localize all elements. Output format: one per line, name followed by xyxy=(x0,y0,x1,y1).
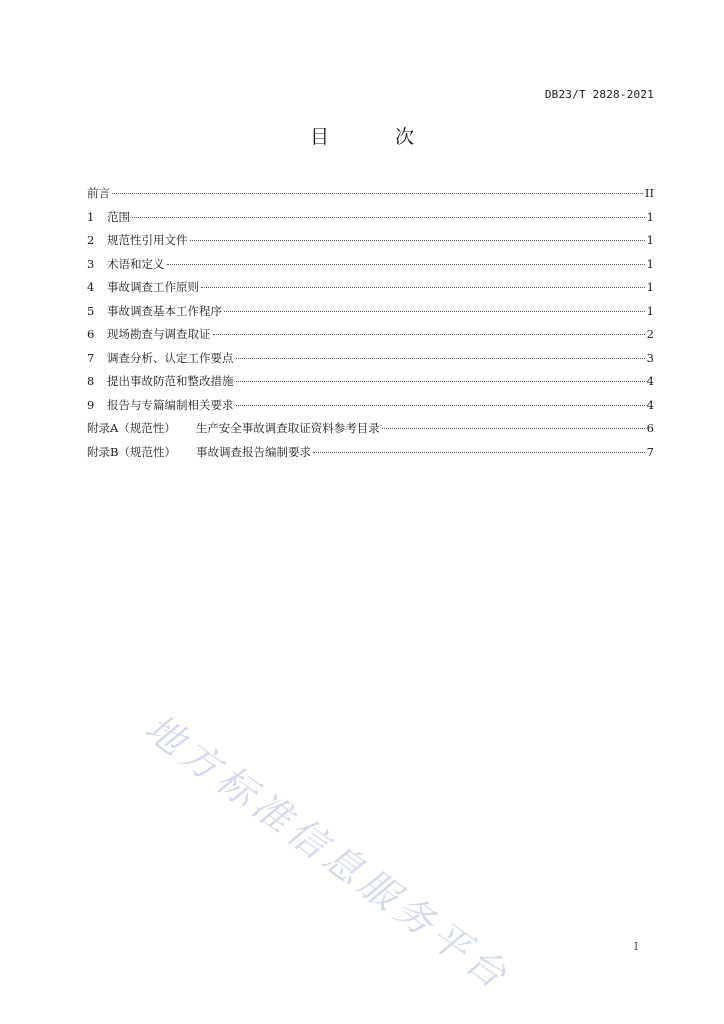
toc-entry-site-survey[interactable] xyxy=(87,326,654,350)
toc-appendix-tag: 附录B（规范性） xyxy=(87,444,176,459)
toc-entry-report-requirements[interactable] xyxy=(87,397,654,421)
toc-entry-label: 事故调查基本工作程序 xyxy=(107,303,222,318)
toc-entry-label: 术语和定义 xyxy=(107,256,165,271)
toc-entry-label: 前言 xyxy=(87,186,110,200)
toc-entry-number: 2 xyxy=(87,233,95,247)
toc-entry-label: 事故调查报告编制要求 xyxy=(195,444,311,459)
toc-leader-dots xyxy=(132,217,645,218)
watermark: 地方标准信息服务平台 xyxy=(136,705,519,1000)
toc-page-number: 4 xyxy=(646,397,654,412)
toc-entry-label: 范围 xyxy=(107,209,130,224)
toc-entry-number: 7 xyxy=(87,350,95,365)
document-code: DB23/T 2828-2021 xyxy=(544,88,654,101)
toc-entry-appendix-b[interactable] xyxy=(87,444,654,468)
toc-entry-label: 现场勘查与调查取证 xyxy=(107,327,211,341)
toc-entry-number: 3 xyxy=(87,256,95,271)
toc-page-number: 6 xyxy=(646,421,654,435)
toc-entry-number: 5 xyxy=(87,303,95,318)
toc-page-number: II xyxy=(644,186,654,200)
toc-entry-terms-definitions[interactable] xyxy=(87,256,654,280)
toc-leader-dots xyxy=(236,405,645,406)
toc-entry-normative-references[interactable] xyxy=(87,232,654,256)
toc-entry-label: 调查分析、认定工作要点 xyxy=(107,350,234,365)
toc-entry-appendix-a[interactable] xyxy=(87,420,654,444)
toc-page-number: 1 xyxy=(646,209,654,224)
toc-entry-foreword[interactable] xyxy=(87,185,654,209)
page-title: 目 次 xyxy=(309,126,445,148)
toc-entry-number: 8 xyxy=(87,374,95,388)
toc-leader-dots xyxy=(201,287,645,288)
toc-entry-label: 生产安全事故调查取证资料参考目录 xyxy=(195,421,380,435)
toc-leader-dots xyxy=(190,240,645,241)
toc-leader-dots xyxy=(313,452,645,453)
toc-appendix-tag: 附录A（规范性） xyxy=(87,421,176,435)
toc-leader-dots xyxy=(224,311,645,312)
toc-entry-number: 4 xyxy=(87,280,95,294)
toc-entry-prevention-measures[interactable] xyxy=(87,373,654,397)
toc-leader-dots xyxy=(236,381,645,382)
toc-page-number: 7 xyxy=(646,444,654,459)
toc-entry-analysis-points[interactable] xyxy=(87,350,654,374)
toc-leader-dots xyxy=(236,358,645,359)
toc-entry-label: 报告与专篇编制相关要求 xyxy=(107,397,234,412)
toc-leader-dots xyxy=(167,264,645,265)
toc-leader-dots xyxy=(382,428,645,429)
toc-page-number: 1 xyxy=(646,233,654,247)
toc-leader-dots xyxy=(213,334,645,335)
toc-entry-label: 事故调查工作原则 xyxy=(107,280,199,294)
table-of-contents xyxy=(87,185,654,467)
toc-page-number: 1 xyxy=(646,256,654,271)
toc-leader-dots xyxy=(112,193,643,194)
toc-page-number: 2 xyxy=(646,327,654,341)
toc-page-number: 1 xyxy=(646,303,654,318)
toc-entry-scope[interactable] xyxy=(87,209,654,233)
toc-page-number: 4 xyxy=(646,374,654,388)
toc-page-number: 3 xyxy=(646,350,654,365)
toc-entry-investigation-principles[interactable] xyxy=(87,279,654,303)
toc-page-number: 1 xyxy=(646,280,654,294)
toc-entry-number: 6 xyxy=(87,327,95,341)
toc-entry-basic-procedure[interactable] xyxy=(87,303,654,327)
toc-entry-label: 规范性引用文件 xyxy=(107,233,188,247)
toc-entry-label: 提出事故防范和整改措施 xyxy=(107,374,234,388)
page-number: I xyxy=(634,940,639,953)
toc-entry-number: 1 xyxy=(87,209,95,224)
toc-entry-number: 9 xyxy=(87,397,95,412)
